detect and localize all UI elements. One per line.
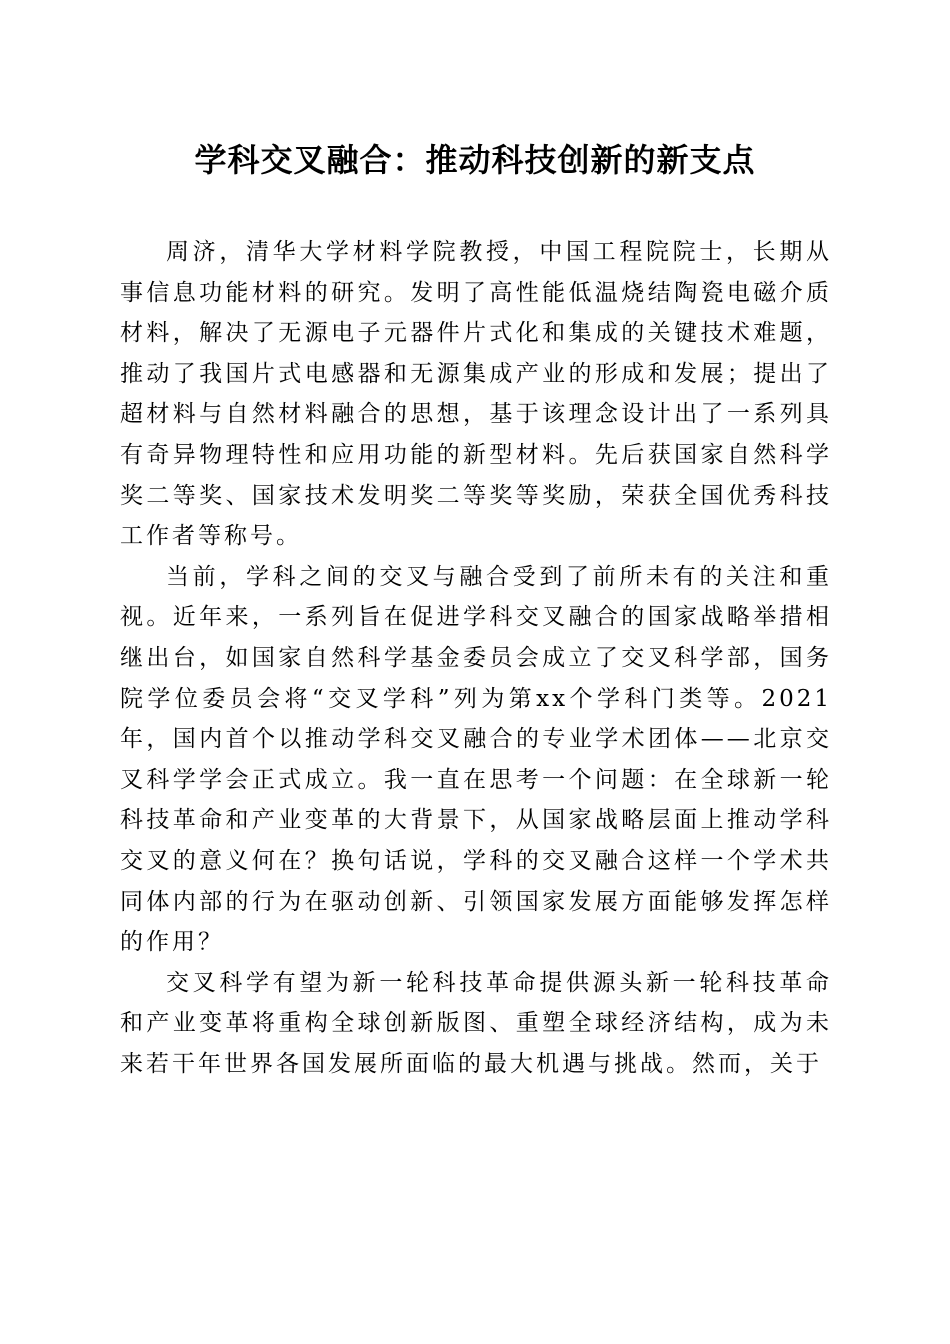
paragraph-3: 交叉科学有望为新一轮科技革命提供源头新一轮科技革命和产业变革将重构全球创新版图、重塑全球经济结构，成为未来若干年世界各国发展所面临的最大机遇与挑战。然而，关于 bbox=[120, 969, 832, 1077]
paragraph-1: 周济，清华大学材料学院教授，中国工程院院士，长期从事信息功能材料的研究。发明了高性能低温烧结陶瓷电磁介质材料，解决了无源电子元器件片式化和集成的关键技术难题，推动了我国片式电感器和无源集成产业的形成和发展；提出了超材料与自然材料融合的思想，基于该理念设计出了一系列具有奇异物理特性和应用功能的新型材料。先后获国家自然科学奖二等奖、国家技术发明奖二等奖等奖励，荣获全国优秀科技工作者等称号。 bbox=[120, 239, 832, 550]
paragraph-2: 当前，学科之间的交叉与融合受到了前所未有的关注和重视。近年来，一系列旨在促进学科交叉融合的国家战略举措相继出台，如国家自然科学基金委员会成立了交叉科学部，国务院学位委员会将“交叉学科”列为第xx个学科门类等。2021年，国内首个以推动学科交叉融合的专业学术团体——北京交叉科学学会正式成立。我一直在思考一个问题：在全球新一轮科技革命和产业变革的大背景下，从国家战略层面上推动学科交叉的意义何在？换句话说，学科的交叉融合这样一个学术共同体内部的行为在驱动创新、引领国家发展方面能够发挥怎样的作用？ bbox=[120, 563, 832, 956]
document-body bbox=[120, 232, 832, 1084]
document-title: 学科交叉融合：推动科技创新的新支点 bbox=[194, 141, 756, 179]
